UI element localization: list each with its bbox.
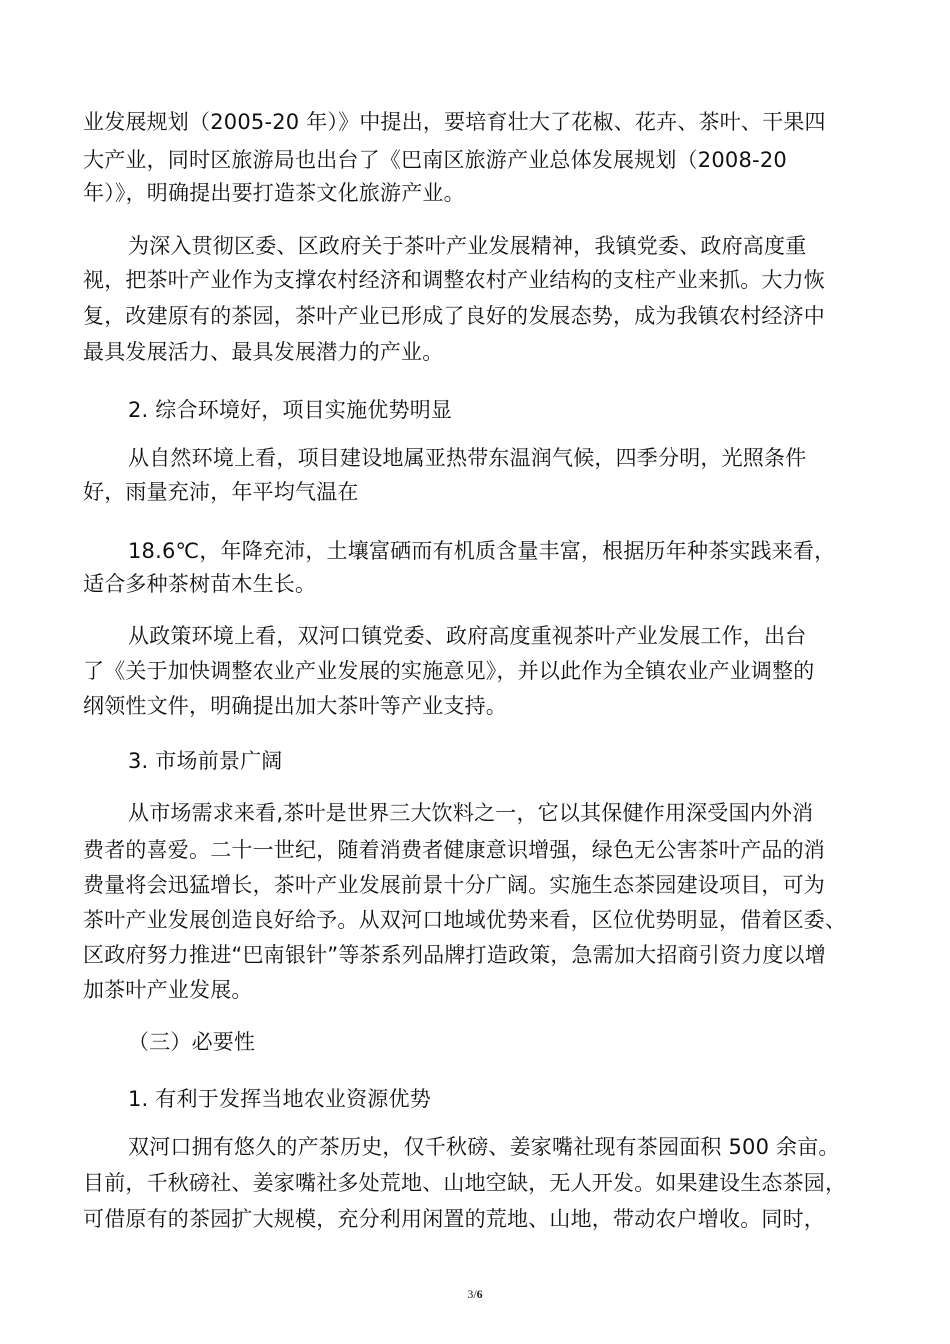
paragraph-first-line: 18.6℃，年降充沛，土壤富硒而有机质含量丰富，根据历年种茶实践来看， — [128, 539, 836, 563]
paragraph-first-line: 为深入贯彻区委、区政府关于茶叶产业发展精神，我镇党委、政府高度重 — [128, 234, 807, 258]
text-line: 大产业，同时区旅游局也出台了《巴南区旅游产业总体发展规划（2008-20 — [83, 148, 787, 172]
text-line: 适合多种茶树苗木生长。 — [83, 572, 317, 596]
text-line: 了《关于加快调整农业产业发展的实施意见》，并以此作为全镇农业产业调整的 — [83, 659, 815, 683]
paragraph-first-line: 从自然环境上看，项目建设地属亚热带东温润气候，四季分明，光照条件 — [128, 446, 807, 470]
text-line: 费量将会迅猛增长，茶叶产业发展前景十分广阔。实施生态茶园建设项目，可为 — [83, 873, 825, 897]
text-line: 区政府努力推进“巴南银针”等茶系列品牌打造政策，急需加大招商引资力度以增 — [83, 943, 826, 967]
text-line: 年）》，明确提出要打造茶文化旅游产业。 — [83, 181, 465, 205]
text-line: 视，把茶叶产业作为支撑农村经济和调整农村产业结构的支柱产业来抓。大力恢 — [83, 268, 825, 292]
page-total: 6 — [476, 1287, 483, 1301]
section-heading: （三）必要性 — [128, 1030, 256, 1054]
page-separator: / — [473, 1287, 477, 1301]
text-line: 目前，千秋磅社、姜家嘴社多处荒地、山地空缺，无人开发。如果建设生态茶园， — [83, 1171, 847, 1195]
text-line: 加茶叶产业发展。 — [83, 978, 253, 1002]
section-heading: 1. 有利于发挥当地农业资源优势 — [128, 1087, 431, 1111]
text-line: 可借原有的茶园扩大规模，充分利用闲置的荒地、山地，带动农户增收。同时， — [83, 1207, 825, 1231]
text-line: 茶叶产业发展创造良好给予。从双河口地域优势来看，区位优势明显，借着区委、 — [83, 908, 847, 932]
text-line: 最具发展活力、最具发展潜力的产业。 — [83, 340, 444, 364]
section-heading: 3. 市场前景广阔 — [128, 749, 283, 773]
text-line: 复，改建原有的茶园，茶叶产业已形成了良好的发展态势，成为我镇农村经济中 — [83, 304, 825, 328]
page-current: 3 — [467, 1287, 474, 1301]
section-heading: 2. 综合环境好，项目实施优势明显 — [128, 398, 453, 422]
page-number — [0, 1287, 950, 1302]
text-line: 业发展规划（2005-20 年）》中提出，要培育壮大了花椒、花卉、茶叶、干果四 — [83, 110, 826, 134]
text-line: 纲领性文件，明确提出加大茶叶等产业支持。 — [83, 694, 507, 718]
text-line: 费者的喜爱。二十一世纪，随着消费者健康意识增强，绿色无公害茶叶产品的消 — [83, 838, 825, 862]
paragraph-first-line: 从政策环境上看，双河口镇党委、政府高度重视茶叶产业发展工作，出台 — [128, 624, 807, 648]
paragraph-first-line: 从市场需求来看,茶叶是世界三大饮料之一，它以其保健作用深受国内外消 — [128, 801, 814, 825]
text-line: 好，雨量充沛，年平均气温在 — [83, 480, 359, 504]
paragraph-first-line: 双河口拥有悠久的产茶历史，仅千秋磅、姜家嘴社现有茶园面积 500 余亩。 — [128, 1135, 840, 1159]
